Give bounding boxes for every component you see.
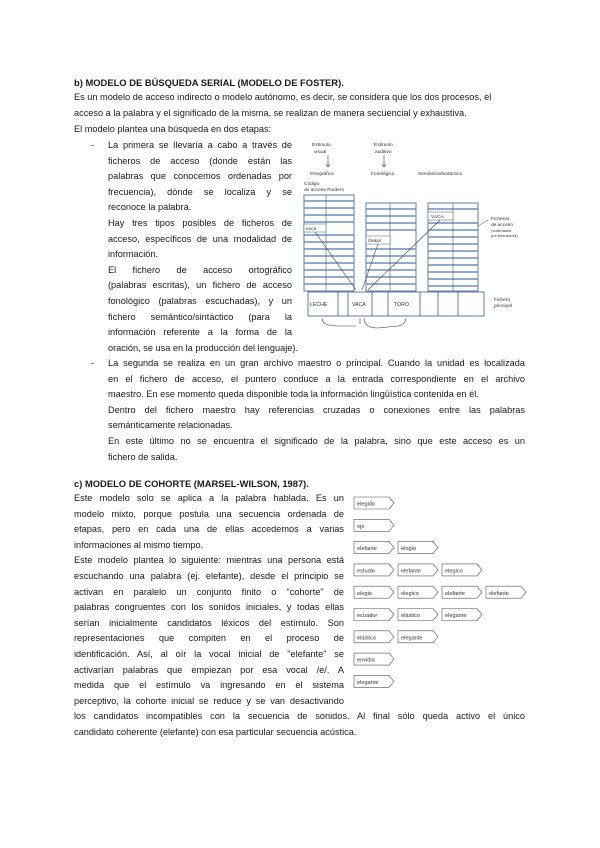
section-c-line: representaciones que compiten en el proceso de [74, 633, 344, 644]
master-file [308, 292, 484, 328]
access-files-label: Ficheros [491, 217, 510, 222]
section-c-line: los candidatos incompatibles con la secuencia de sonidos. Al final sólo queda activo el único [74, 711, 525, 721]
master-label: Fichero [494, 298, 510, 303]
section-c-narrow-text [74, 491, 344, 709]
cohort-word: elegante [401, 635, 423, 642]
access-files-sublabel: (ordenados [491, 228, 512, 233]
cohort-tag [354, 675, 394, 687]
cohort-tag [354, 653, 394, 665]
cohort-tag [354, 631, 394, 643]
bullet1-line: reconoce la palabra. [108, 202, 192, 213]
bullet1-line: (palabras escritas), un fichero de acceso [108, 280, 292, 291]
stimulus-visual-label: Estímulo [312, 143, 331, 148]
pointer-label: Código [304, 182, 320, 187]
cohort-tag [486, 586, 526, 598]
cohort-word: elegico [445, 568, 463, 575]
cohort-tag [398, 586, 438, 598]
bullet2-line: Dentro del fichero maestro hay referencias cruzadas o conexiones entre las palabras [108, 404, 525, 415]
section-c-line: identificación. Así, al oír la vocal inicial de "elefante" se [74, 648, 344, 659]
section-c-line: informaciones al mismo tiempo. [74, 539, 204, 550]
cohort-word: elefante [445, 590, 465, 597]
access-entry-orth: vaca [306, 227, 317, 232]
bullet1-line: acceso, específicos de una modalidad de [108, 233, 292, 244]
section-c-line: etapas, pero en cada una de ellas accedemos a varias [74, 524, 344, 535]
cohort-tag [442, 586, 482, 598]
cohort-word: elegio [357, 590, 372, 597]
bullet2-line: En este último no se encuentra el significado de la palabra, sino que este acceso es un [108, 435, 525, 446]
cohort-word: elástico [357, 635, 376, 642]
cohort-word: elegico [401, 590, 419, 597]
access-file-phonological [366, 203, 416, 291]
cohort-word: elegante [357, 680, 379, 686]
section-c-line: Este modelo solo se aplica a la palabra hablada. Es un [74, 493, 344, 503]
access-files-label: de acceso [491, 223, 513, 228]
bullet1-line: oración, se usa en la producción del lenguaje). [108, 342, 298, 353]
cohort-word: elegido [357, 501, 376, 508]
stimulus-auditory-label: auditivo [375, 150, 392, 155]
bullet1-line: fichero semántico/sintáctico (para la [108, 311, 292, 322]
stimulus-auditory-label: Estímulo [374, 143, 393, 148]
bullet1-text [108, 138, 298, 356]
foster-diagram [298, 138, 528, 356]
cohort-word: elegante [445, 613, 467, 620]
pointer-label: de acceso Puntero [304, 188, 345, 193]
master-label: principal [494, 304, 512, 309]
section-c-line: medida que el estímulo va ingresando en el sistema [74, 680, 344, 691]
section-c-line: Este modelo plantea lo siguiente: mientras una persona está [74, 555, 344, 566]
bullet1-line: fonológico (palabras escuchadas), y un [108, 295, 292, 306]
bullet1-line: frecuencia), dónde se localiza y se [108, 186, 292, 197]
bullet1-line: información. [108, 249, 159, 260]
access-file-semantic [428, 203, 478, 291]
cohort-word: elástico [401, 613, 420, 620]
section-c-line: activarían palabras que empiezan por esa vocal /e/. A [74, 664, 344, 675]
cohort-tag [354, 542, 394, 554]
master-entry: VACA [352, 302, 366, 308]
section-c-line: modelo mixto, porque postula una secuencia ordenada de [74, 508, 344, 519]
bullet2-text [108, 356, 525, 465]
cohort-word: estudio [357, 568, 376, 575]
section-b-intro-line-1: Es un modelo de acceso indirecto o modelo autónomo, es decir, se considera que los dos procesos, el [74, 92, 492, 102]
section-c-line: perceptivo, la cohorte inicial se reduce y se van desactivando [74, 695, 344, 706]
bullet1-line: ficheros de acceso (donde están las [108, 155, 292, 166]
access-entry-phon: /baka/ [368, 239, 382, 244]
section-c-line: candidato coherente (elefante) con esa particular secuencia acústica. [74, 726, 357, 737]
bullet-marker-2: - [91, 358, 95, 368]
section-b-intro-line-2: acceso a la palabra y el significado de la misma, se realizan de manera secuencial y exhaustiva. [74, 108, 467, 118]
cohort-tag [442, 564, 482, 576]
bullet1-line: La primera se llevaría a cabo a través de [108, 140, 292, 150]
cohort-tag [398, 564, 438, 576]
section-c-heading: c) MODELO DE COHORTE (MARSEL-WILSON, 1987). [74, 478, 309, 489]
bullet2-line: fichero de salida. [108, 451, 178, 462]
cohort-diagram [352, 494, 530, 698]
cohort-tag [442, 609, 482, 621]
bullet1-line: palabras que conocemos ordenadas por [108, 171, 292, 182]
cohort-word: elefante [489, 590, 509, 597]
section-c-wide-text [74, 709, 525, 740]
cohort-tag [354, 564, 394, 576]
orthographic-label: Ortográfico [310, 172, 334, 177]
bullet1-line: información referente a la forma de la [108, 327, 292, 338]
cohort-tag [398, 631, 438, 643]
cohort-tag [398, 542, 438, 554]
stimulus-visual-label: visual [314, 150, 327, 155]
section-b-intro-line-3: El modelo plantea una búsqueda en dos etapas: [74, 124, 272, 134]
master-entry: LECHE [310, 302, 328, 308]
cohort-tag [398, 609, 438, 621]
cohort-tag [354, 497, 394, 509]
cohort-tag [354, 586, 394, 598]
bullet2-line: semánticamente relacionadas. [108, 420, 233, 431]
phonological-label: Fonológico [371, 172, 395, 177]
cohort-word: elefante [357, 546, 377, 553]
cohort-word: envidia [357, 657, 375, 664]
cohort-tag [354, 609, 394, 621]
section-c-line: activan en paralelo un conjunto finito o "cohorte" de [74, 586, 344, 597]
section-b-heading: b) MODELO DE BÚSQUEDA SERIAL (MODELO DE FOSTER). [74, 77, 344, 88]
bullet2-line: maestro. En ese momento queda disponible toda la información lingüística contenida en él. [108, 389, 479, 400]
cohort-word: eje [357, 523, 365, 530]
bullet2-line: La segunda se realiza en un gran archivo maestro o principal. Cuando la unidad es localizada [108, 358, 525, 368]
cohort-word: elogio [401, 546, 416, 553]
bullet-marker-1: - [91, 140, 95, 150]
access-files-sublabel: por frecuencia) [491, 233, 518, 238]
section-c-line: serían inicialmente candidatos léxicos del estímulo. Son [74, 617, 344, 628]
access-entry-sem: VACA [431, 215, 444, 220]
bullet2-line: en el fichero de acceso, el puntero conduce a la entrada correspondiente en el archivo [108, 373, 525, 384]
master-entry: TORO [394, 302, 409, 308]
semantic-label: Semántico/sintáctico [418, 172, 462, 177]
section-c-line: palabras congruentes con los sonidos iniciales, y todas ellas [74, 602, 344, 613]
cohort-word: ecuador [357, 613, 378, 620]
bullet1-line: Hay tres tipos posibles de ficheros de [108, 217, 292, 228]
section-c-line: escuchando una palabra (ej. elefante), desde el principio se [74, 570, 344, 581]
bullet1-line: El fichero de acceso ortográfico [108, 264, 292, 275]
cohort-word: elefante [401, 568, 421, 575]
cohort-tag [354, 519, 394, 531]
